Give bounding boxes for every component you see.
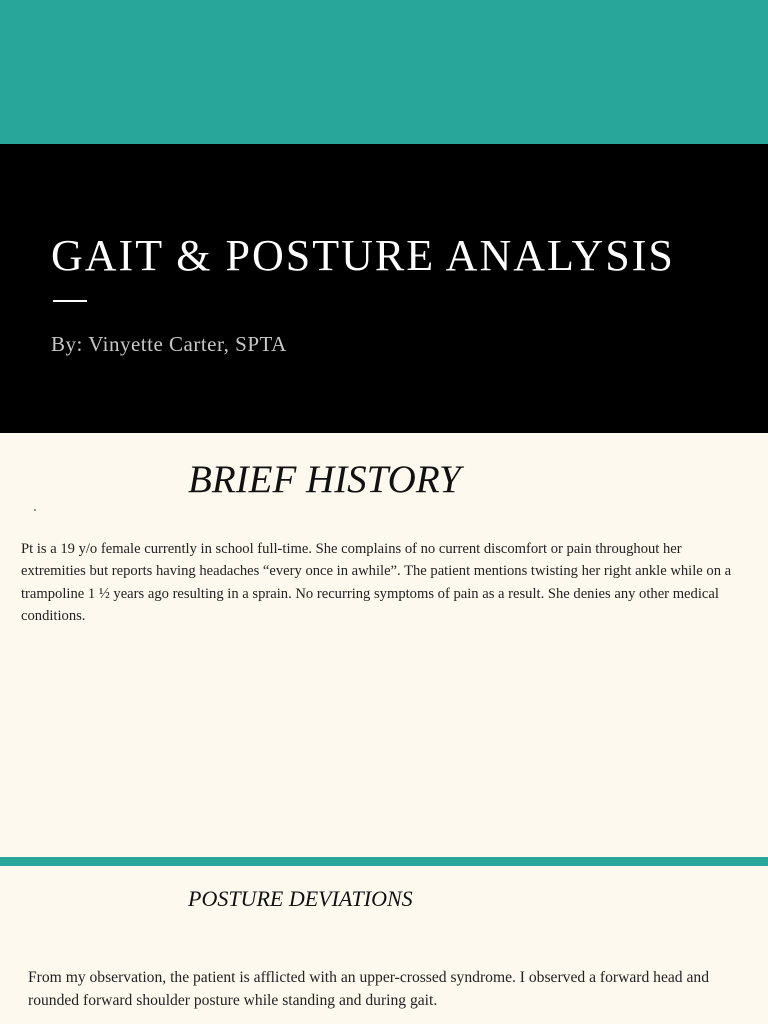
brief-history-slide	[0, 433, 768, 857]
presentation-title: GAIT & POSTURE ANALYSIS	[51, 231, 675, 280]
slide-divider-band	[0, 857, 768, 866]
posture-deviations-heading: POSTURE DEVIATIONS	[188, 886, 413, 911]
posture-deviations-slide	[0, 866, 768, 1024]
brief-history-heading: BRIEF HISTORY	[188, 458, 461, 501]
bullet-dot	[34, 509, 36, 511]
author-subtitle: By: Vinyette Carter, SPTA	[51, 332, 287, 356]
brief-history-text: Pt is a 19 y/o female currently in school full-time. She complains of no current discomfort or pain throughout her extremities but reports having headaches “every once in awhile”. The patient mentions twisting her right ankle while on a trampoline 1 ½ years ago resulting in a sprain. No recurring symptoms of pain as a result. She denies any other medical conditions.	[21, 541, 732, 624]
top-accent-band	[0, 0, 768, 144]
title-slide	[0, 144, 768, 433]
title-underline	[53, 300, 87, 302]
posture-deviations-text: From my observation, the patient is afflicted with an upper-crossed syndrome. I observed a forward head and rounded forward shoulder posture while standing and during gait.	[28, 969, 709, 1009]
